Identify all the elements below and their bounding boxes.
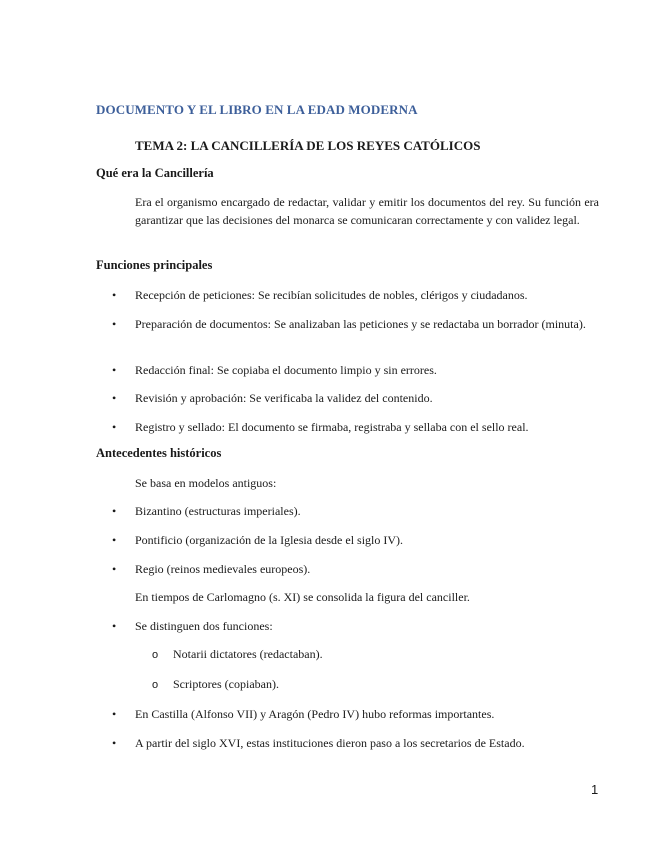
antecedentes-intro: Se basa en modelos antiguos: [135, 476, 277, 490]
sub-bullet-marker: o [152, 649, 159, 661]
list-item-text: Revisión y aprobación: Se verificaba la validez del contenido. [135, 391, 433, 405]
list-item [112, 617, 599, 635]
topic-title: TEMA 2: LA CANCILLERÍA DE LOS REYES CATÓLICOS [135, 138, 481, 153]
bullet-marker: • [112, 533, 117, 547]
list-item [112, 389, 599, 407]
list-item-text: A partir del siglo XVI, estas instituciones dieron paso a los secretarios de Estado. [135, 736, 525, 750]
list-item-text: Recepción de peticiones: Se recibían solicitudes de nobles, clérigos y ciudadanos. [135, 288, 528, 302]
bullet-marker: • [112, 619, 117, 633]
bullet-marker: • [112, 420, 117, 434]
page-number: 1 [591, 782, 599, 797]
bullet-marker: • [112, 504, 117, 518]
document-header: DOCUMENTO Y EL LIBRO EN LA EDAD MODERNA [96, 102, 418, 117]
list-item [112, 418, 599, 436]
bullet-marker: • [112, 562, 117, 576]
bullet-marker: • [112, 363, 117, 377]
sub-list-item-text: Notarii dictatores (redactaban). [173, 647, 323, 661]
bullet-marker: • [112, 707, 117, 721]
sub-list-item [152, 645, 572, 664]
list-item [112, 734, 599, 752]
bullet-marker: • [112, 288, 117, 302]
list-item-text: Se distinguen dos funciones: [135, 619, 273, 633]
list-item-text: Redacción final: Se copiaba el documento limpio y sin errores. [135, 363, 437, 377]
section-heading-cancilleria: Qué era la Cancillería [96, 166, 214, 180]
sub-list-item [152, 675, 572, 694]
list-item-text: Preparación de documentos: Se analizaban las peticiones y se redactaba un borrador (minuta). [135, 317, 586, 331]
sub-bullet-marker: o [152, 679, 159, 691]
list-item-text: Registro y sellado: El documento se firmaba, registraba y sellaba con el sello real. [135, 420, 529, 434]
section-heading-antecedentes: Antecedentes históricos [96, 446, 222, 460]
list-item [112, 361, 599, 379]
bullet-marker: • [112, 736, 117, 750]
list-item [112, 315, 599, 333]
list-item [112, 705, 599, 723]
list-item [112, 502, 599, 520]
bullet-marker: • [112, 391, 117, 405]
bullet-marker: • [112, 317, 117, 331]
cancilleria-paragraph: Era el organismo encargado de redactar, validar y emitir los documentos del rey. Su función era garantizar que las decisiones del monarca se comunicaran correctamente y con validez legal. [135, 195, 599, 227]
list-item-text: En Castilla (Alfonso VII) y Aragón (Pedro IV) hubo reformas importantes. [135, 707, 495, 721]
section-heading-funciones: Funciones principales [96, 258, 213, 272]
list-item [112, 531, 599, 549]
sub-list-item-text: Scriptores (copiaban). [173, 677, 279, 691]
list-item [112, 560, 599, 578]
list-item-text: Pontificio (organización de la Iglesia desde el siglo IV). [135, 533, 404, 547]
list-item [112, 286, 599, 304]
list-item-text: Regio (reinos medievales europeos). [135, 562, 311, 576]
list-item-text: Bizantino (estructuras imperiales). [135, 504, 301, 518]
carlomagno-paragraph: En tiempos de Carlomagno (s. XI) se consolida la figura del canciller. [135, 590, 470, 604]
